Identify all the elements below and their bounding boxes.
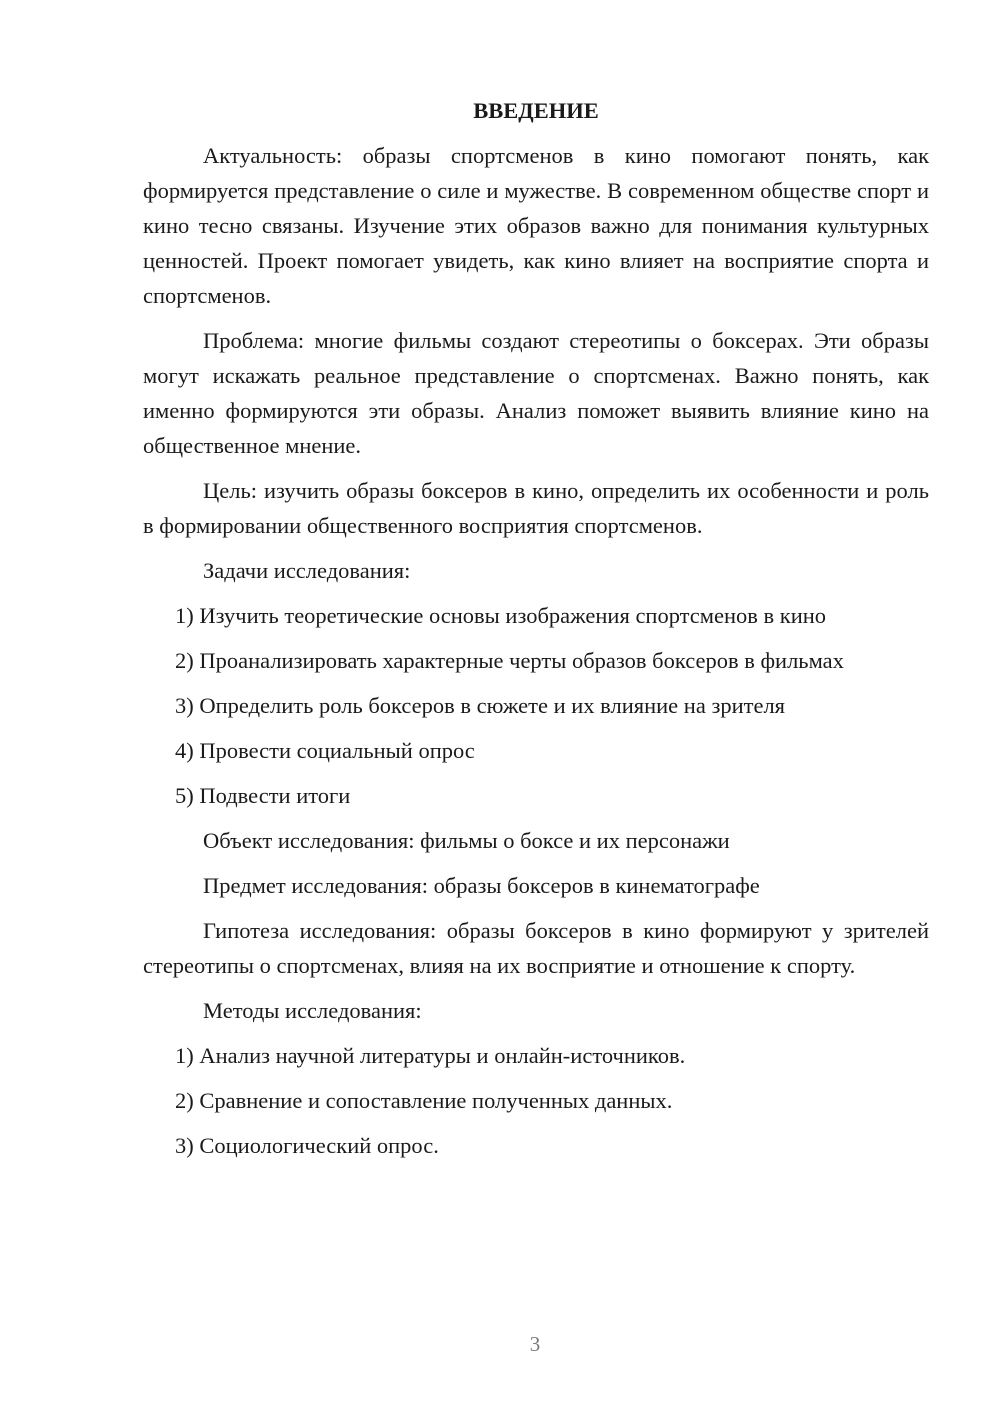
subject-paragraph: Предмет исследования: образы боксеров в кинематографе bbox=[203, 873, 760, 898]
task-item: 4) Провести социальный опрос bbox=[175, 738, 475, 763]
hypothesis-paragraph: Гипотеза исследования: образы боксеров в кино формируют у зрителей стереотипы о спортсменах, влияя на их восприятие и отношение к спорту. bbox=[143, 918, 929, 978]
page-content bbox=[143, 93, 929, 1173]
task-item: 3) Определить роль боксеров в сюжете и их влияние на зрителя bbox=[175, 693, 786, 718]
method-item: 3) Социологический опрос. bbox=[175, 1133, 439, 1158]
page-number: 3 bbox=[529, 1332, 541, 1356]
task-item: 2) Проанализировать характерные черты образов боксеров в фильмах bbox=[175, 648, 844, 673]
goal-paragraph: Цель: изучить образы боксеров в кино, определить их особенности и роль в формировании общественного восприятия спортсменов. bbox=[143, 478, 929, 538]
methods-title: Методы исследования: bbox=[203, 998, 422, 1023]
task-item: 5) Подвести итоги bbox=[175, 783, 351, 808]
method-item: 2) Сравнение и сопоставление полученных данных. bbox=[175, 1088, 673, 1113]
method-item: 1) Анализ научной литературы и онлайн-источников. bbox=[175, 1043, 686, 1068]
section-heading: ВВЕДЕНИЕ bbox=[473, 98, 599, 123]
relevance-paragraph: Актуальность: образы спортсменов в кино помогают понять, как формируется представление о силе и мужестве. В современном обществе спорт и кино тесно связаны. Изучение этих образов важно для понимания культурных ценностей. Проект помогает увидеть, как кино влияет на восприятие спорта и спортсменов. bbox=[143, 143, 929, 308]
object-paragraph: Объект исследования: фильмы о боксе и их персонажи bbox=[203, 828, 730, 853]
tasks-title: Задачи исследования: bbox=[203, 558, 411, 583]
task-item: 1) Изучить теоретические основы изображения спортсменов в кино bbox=[175, 603, 827, 628]
problem-paragraph: Проблема: многие фильмы создают стереотипы о боксерах. Эти образы могут искажать реальное представление о спортсменах. Важно понять, как именно формируются эти образы. Анализ поможет выявить влияние кино на общественное мнение. bbox=[143, 328, 929, 458]
